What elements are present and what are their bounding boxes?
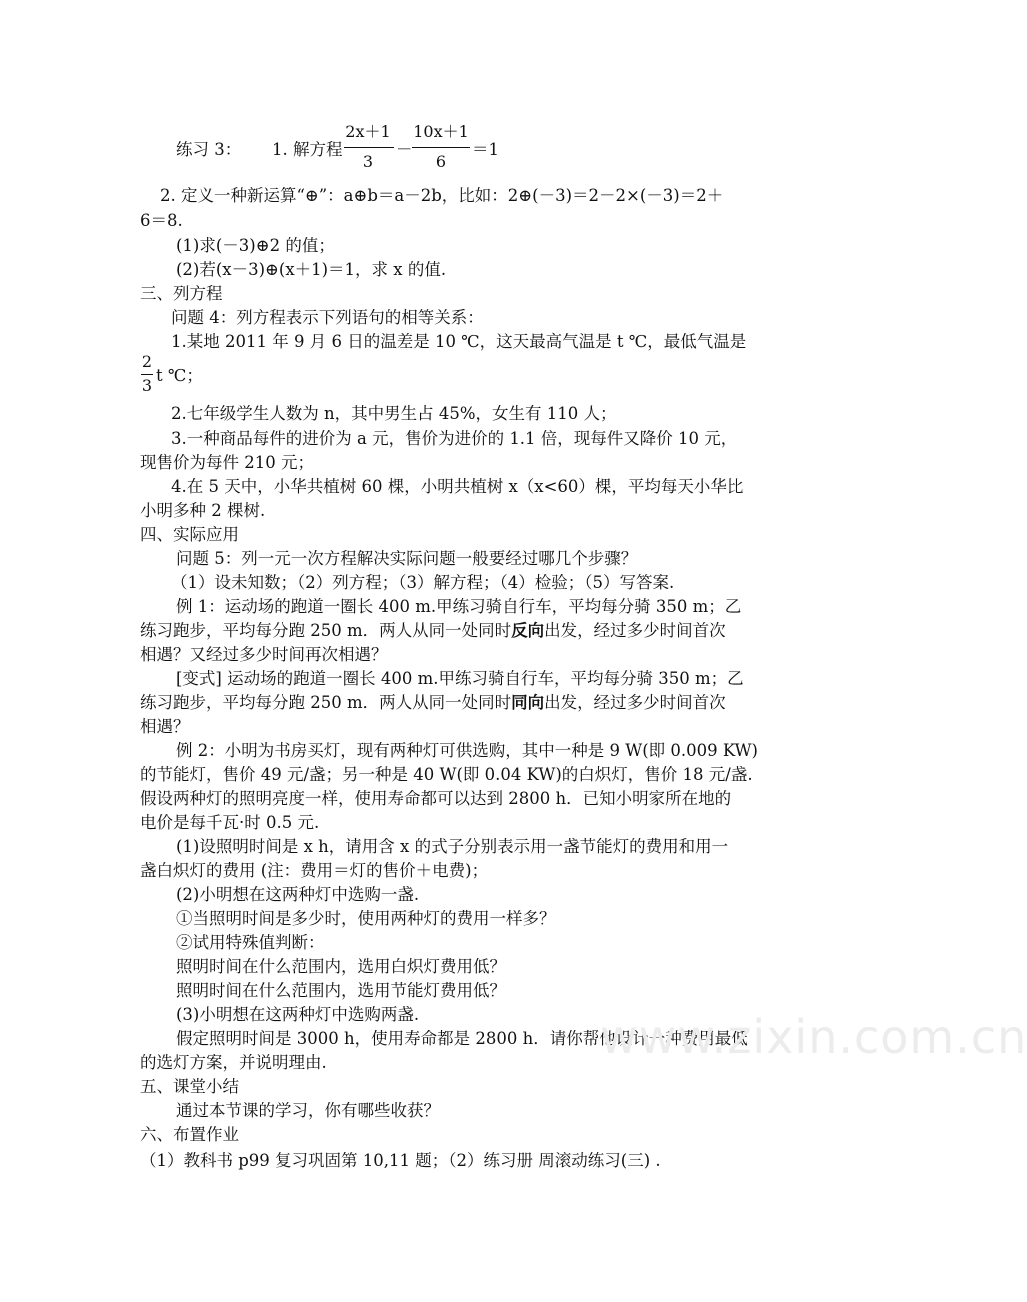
watermark: www.zixin.com.cn [600, 1010, 1027, 1064]
part3: (3)小明想在这两种灯中选购两盏. [176, 1005, 420, 1024]
part2-b2: 照明时间在什么范围内，选用节能灯费用低？ [176, 981, 506, 1000]
fraction-2-numerator: 10x＋1 [413, 122, 469, 141]
section5-heading: 五、课堂小结 [140, 1077, 239, 1096]
fraction-1-numerator: 2x＋1 [345, 122, 391, 141]
example2-line3: 假设两种灯的照明亮度一样，使用寿命都可以达到 2800 h．已知小明家所在地的 [140, 789, 732, 808]
item1-line1: 1.某地 2011 年 9 月 6 日的温差是 10 ℃，这天最高气温是 t ℃，最低气温是 [171, 332, 747, 351]
fraction-2-denominator: 6 [435, 152, 447, 171]
part1-line2: 盏白炽灯的费用 (注：费用＝灯的售价＋电费)； [140, 861, 489, 880]
fraction-1-denominator: 3 [362, 152, 374, 171]
steps: （1）设未知数；（2）列方程；（3）解方程；（4）检验；（5）写答案. [171, 573, 675, 592]
part3-line1: 假定照明时间是 3000 h，使用寿命都是 2800 h．请你帮他设计一种费用最低 [176, 1029, 748, 1048]
part1-line1: (1)设照明时间是 x h，请用含 x 的式子分别表示用一盏节能灯的费用和用一 [176, 837, 729, 856]
part2-b: ②试用特殊值判断： [176, 933, 325, 952]
example2-line4: 电价是每千瓦·时 0.5 元. [140, 813, 320, 832]
practice3-q1-prefix: 1. 解方程 [272, 140, 343, 159]
problem5: 问题 5：列一元一次方程解决实际问题一般要经过哪几个步骤？ [176, 549, 638, 568]
problem4: 问题 4：列方程表示下列语句的相等关系： [171, 308, 484, 327]
part2-b1: 照明时间在什么范围内，选用白炽灯费用低？ [176, 957, 506, 976]
summary-text: 通过本节课的学习，你有哪些收获？ [176, 1101, 440, 1120]
op-question-line2: 6＝8. [140, 211, 183, 230]
variant-line2-b: 出发，经过多少时间首次 [544, 693, 726, 712]
part2: (2)小明想在这两种灯中选购一盏. [176, 885, 420, 904]
section4-heading: 四、实际应用 [140, 525, 239, 544]
item1-fraction-bar [141, 374, 153, 375]
item4-line2: 小明多种 2 棵树. [140, 501, 266, 520]
item2: 2.七年级学生人数为 n，其中男生占 45%，女生有 110 人； [171, 404, 617, 423]
example1-line2-b: 出发，经过多少时间首次 [544, 621, 726, 640]
example2-line1: 例 2：小明为书房买灯，现有两种灯可供选购，其中一种是 9 W(即 0.009 KW) [176, 741, 758, 760]
op-sub2: (2)若(x－3)⊕(x＋1)＝1，求 x 的值. [176, 260, 447, 279]
item1-fraction-numerator: 2 [141, 352, 153, 371]
item1-tail: t ℃； [156, 366, 203, 385]
homework-text: （1）教科书 p99 复习巩固第 10,11 题；（2）练习册 周滚动练习(三) . [140, 1151, 661, 1170]
variant-line2-a: 练习跑步，平均每分跑 250 m．两人从同一处同时 [140, 693, 512, 712]
equation-rhs: ＝1 [472, 140, 499, 159]
variant-keyword: 同向 [511, 693, 545, 712]
example1-line2 [140, 620, 726, 642]
op-sub1: (1)求(－3)⊕2 的值； [176, 236, 335, 255]
example1-line3: 相遇？又经过多少时间再次相遇？ [140, 645, 388, 664]
item3-line2: 现售价为每件 210 元； [140, 453, 314, 472]
fraction-1-bar [344, 147, 394, 148]
example1-line2-a: 练习跑步，平均每分跑 250 m．两人从同一处同时 [140, 621, 512, 640]
item1-fraction-denominator: 3 [141, 376, 153, 395]
variant-line2 [140, 692, 726, 714]
section3-heading: 三、列方程 [140, 284, 223, 303]
example1-line1: 例 1：运动场的跑道一圈长 400 m.甲练习骑自行车，平均每分骑 350 m；乙 [176, 597, 742, 616]
practice3-label: 练习 3： [176, 140, 242, 159]
item3-line1: 3.一种商品每件的进价为 a 元，售价为进价的 1.1 倍，现每件又降价 10 元， [171, 429, 738, 448]
op-question-line1: 2. 定义一种新运算“⊕”：a⊕b＝a－2b，比如：2⊕(－3)＝2－2×(－3)＝2＋ [160, 186, 724, 205]
item4-line1: 4.在 5 天中，小华共植树 60 棵，小明共植树 x（x<60）棵，平均每天小华比 [171, 477, 744, 496]
example1-keyword: 反向 [511, 621, 545, 640]
part3-line2: 的选灯方案，并说明理由. [140, 1053, 327, 1072]
section6-heading: 六、布置作业 [140, 1125, 239, 1144]
part2-a: ①当照明时间是多少时，使用两种灯的费用一样多？ [176, 909, 556, 928]
variant-line1: [变式] 运动场的跑道一圈长 400 m.甲练习骑自行车，平均每分骑 350 m；乙 [176, 669, 744, 688]
fraction-2-bar [412, 147, 470, 148]
minus-sign: － [396, 140, 413, 159]
variant-line3: 相遇？ [140, 717, 190, 736]
example2-line2: 的节能灯，售价 49 元/盏；另一种是 40 W(即 0.04 KW)的白炽灯，售价 18 元/盏. [140, 765, 753, 784]
